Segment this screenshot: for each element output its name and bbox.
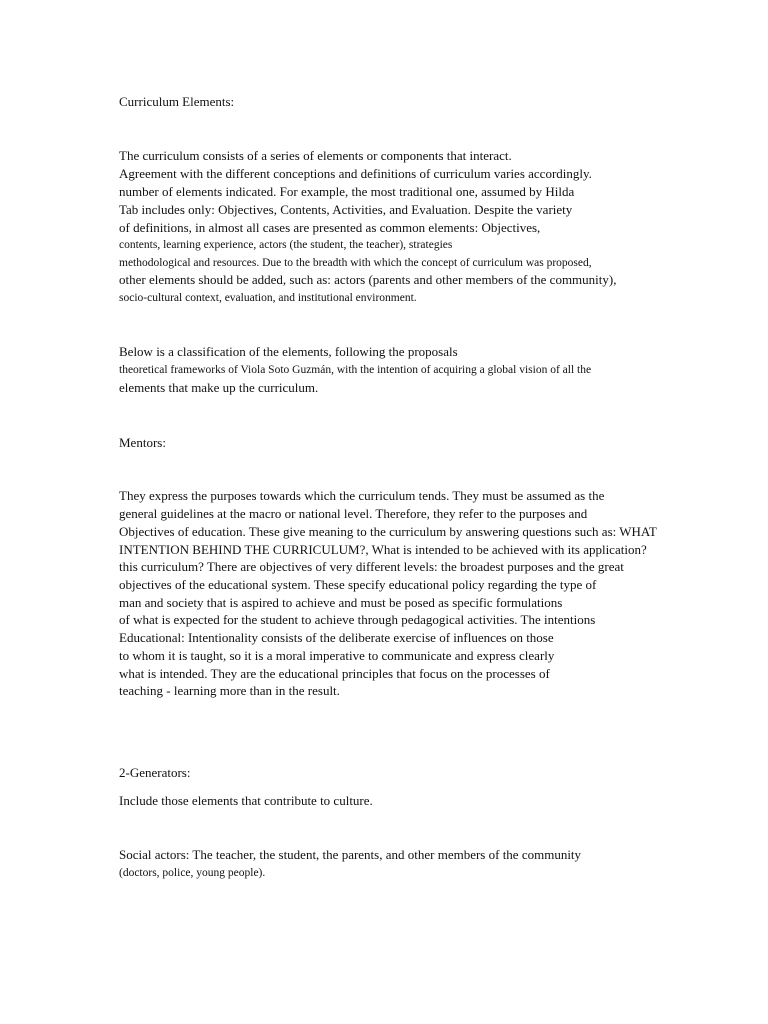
mentors-line: They express the purposes towards which the curriculum tends. They must be assumed as the [119, 488, 605, 503]
mentors-line: objectives of the educational system. These specify educational policy regarding the type of [119, 577, 597, 592]
mentors-line: of what is expected for the student to achieve through pedagogical activities. The intentions [119, 612, 596, 627]
intro-line: of definitions, in almost all cases are presented as common elements: Objectives, [119, 220, 541, 235]
mentors-line: Objectives of education. These give meaning to the curriculum by answering questions such as: WHAT [119, 524, 657, 539]
intro-line: contents, learning experience, actors (the student, the teacher), strategies [119, 239, 453, 251]
intro-line: number of elements indicated. For example, the most traditional one, assumed by Hilda [119, 184, 575, 199]
social-actors-line: (doctors, police, young people). [119, 867, 266, 879]
mentors-line: man and society that is aspired to achieve and must be posed as specific formulations [119, 595, 563, 610]
social-actors-line: Social actors: The teacher, the student, the parents, and other members of the community [119, 847, 582, 862]
classification-line: theoretical frameworks of Viola Soto Guzmán, with the intention of acquiring a global vision of all the [119, 364, 592, 376]
mentors-line: to whom it is taught, so it is a moral imperative to communicate and express clearly [119, 648, 555, 663]
mentors-line: Educational: Intentionality consists of the deliberate exercise of influences on those [119, 630, 554, 645]
mentors-line: what is intended. They are the educational principles that focus on the processes of [119, 666, 550, 681]
intro-line: The curriculum consists of a series of elements or components that interact. [119, 148, 512, 163]
mentors-line: general guidelines at the macro or national level. Therefore, they refer to the purposes and [119, 506, 588, 521]
intro-line: methodological and resources. Due to the breadth with which the concept of curriculum was proposed, [119, 257, 592, 269]
mentors-line: teaching - learning more than in the result. [119, 683, 340, 698]
heading-mentors: Mentors: [119, 435, 166, 450]
mentors-line: INTENTION BEHIND THE CURRICULUM?, What is intended to be achieved with its application? [119, 542, 647, 557]
heading-generators: 2-Generators: [119, 765, 191, 780]
classification-line: elements that make up the curriculum. [119, 380, 319, 395]
generators-text: Include those elements that contribute to culture. [119, 793, 373, 808]
intro-line: Agreement with the different conceptions and definitions of curriculum varies accordingly. [119, 166, 592, 181]
classification-line: Below is a classification of the elements, following the proposals [119, 344, 458, 359]
heading-curriculum-elements: Curriculum Elements: [119, 94, 235, 109]
intro-line: other elements should be added, such as: actors (parents and other members of the community), [119, 272, 617, 287]
mentors-line: this curriculum? There are objectives of very different levels: the broadest purposes and the great [119, 559, 624, 574]
intro-line: socio-cultural context, evaluation, and institutional environment. [119, 292, 417, 304]
intro-line: Tab includes only: Objectives, Contents, Activities, and Evaluation. Despite the variety [119, 202, 573, 217]
